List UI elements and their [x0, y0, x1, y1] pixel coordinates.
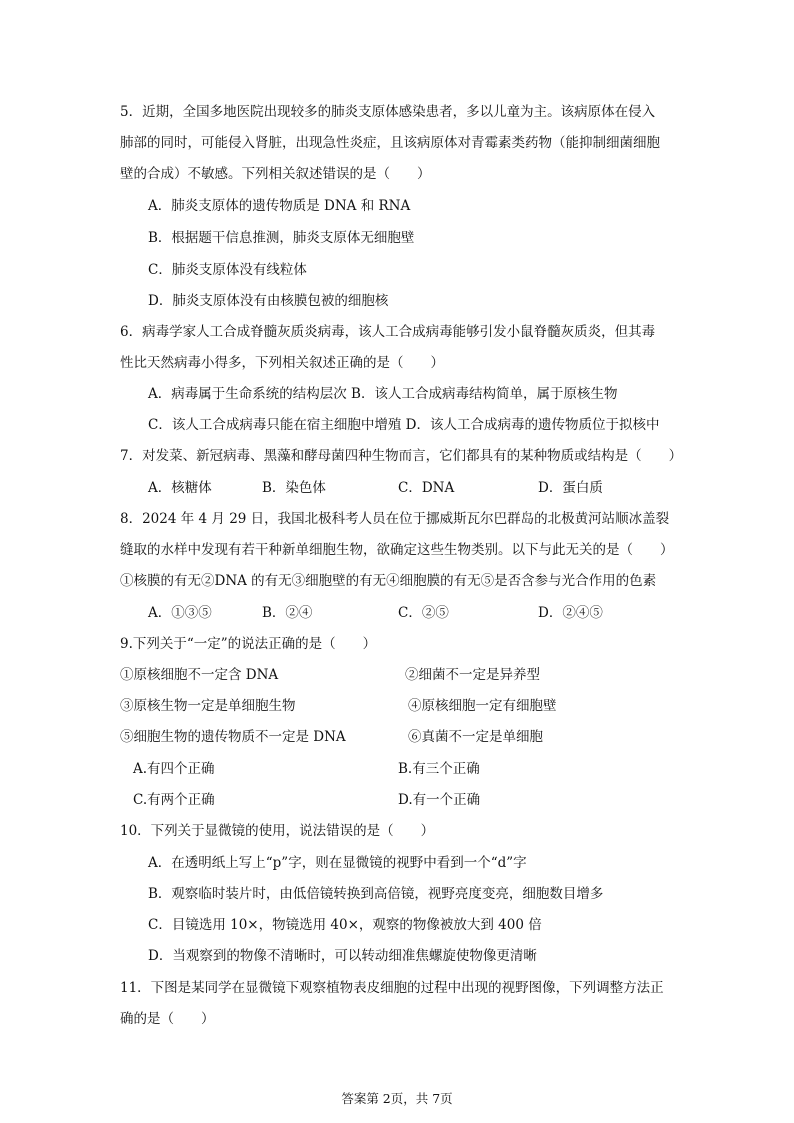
- q5-option-b: B．根据题干信息推测，肺炎支原体无细胞壁: [148, 230, 415, 246]
- q9-option-d: D.有一个正确: [398, 792, 481, 808]
- q8-stem-line-3: ①核膜的有无②DNA 的有无③细胞壁的有无④细胞膜的有无⑤是否含参与光合作用的色素: [120, 573, 657, 589]
- q7-stem: 7．对发菜、新冠病毒、黑藻和酵母菌四种生物而言，它们都具有的某种物质或结构是（ ）: [120, 448, 683, 464]
- q7-option-c: C．DNA: [398, 480, 455, 496]
- q6-option-a-b: A．病毒属于生命系统的结构层次 B．该人工合成病毒结构简单，属于原核生物: [148, 386, 618, 402]
- q5-stem-line-2: 肺部的同时，可能侵入肾脏，出现急性炎症，且该病原体对青霉素类药物（能抑制细菌细胞: [120, 135, 660, 151]
- q9-statement-5: ⑤细胞生物的遗传物质不一定是 DNA: [120, 729, 346, 745]
- q6-option-c-d: C．该人工合成病毒只能在宿主细胞中增殖 D．该人工合成病毒的遗传物质位于拟核中: [148, 417, 660, 433]
- q9-stem: 9.下列关于“一定”的说法正确的是（ ）: [120, 636, 377, 652]
- q9-statement-4: ④原核细胞一定有细胞壁: [408, 698, 557, 714]
- q9-statement-1: ①原核细胞不一定含 DNA: [120, 667, 279, 683]
- q8-option-b: B．②④: [262, 605, 313, 621]
- q9-statement-2: ②细菌不一定是异养型: [405, 667, 540, 683]
- q10-option-d: D．当观察到的物像不清晰时，可以转动细准焦螺旋使物像更清晰: [148, 948, 537, 964]
- q8-option-a: A．①③⑤: [148, 605, 212, 621]
- q10-option-a: A．在透明纸上写上“p”字，则在显微镜的视野中看到一个“d”字: [148, 855, 527, 871]
- page-footer: 答案第 2页，共 7页: [341, 1091, 453, 1106]
- q6-stem-line-1: 6．病毒学家人工合成脊髓灰质炎病毒，该人工合成病毒能够引发小鼠脊髓灰质炎，但其毒: [120, 324, 656, 340]
- q10-stem: 10．下列关于显微镜的使用，说法错误的是（ ）: [120, 823, 435, 839]
- q5-stem-line-1: 5．近期，全国多地医院出现较多的肺炎支原体感染患者，多以儿童为主。该病原体在侵入: [120, 104, 656, 120]
- q9-option-a: A.有四个正确: [133, 761, 215, 777]
- q10-option-c: C．目镜选用 10×，物镜选用 40×，观察的物像被放大到 400 倍: [148, 917, 542, 933]
- q5-option-d: D．肺炎支原体没有由核膜包被的细胞核: [148, 293, 389, 309]
- q9-statement-3: ③原核生物一定是单细胞生物: [120, 698, 296, 714]
- q9-option-b: B.有三个正确: [398, 761, 480, 777]
- q9-option-c: C.有两个正确: [133, 792, 215, 808]
- q5-stem-line-3: 壁的合成）不敏感。下列相关叙述错误的是（ ）: [120, 166, 431, 182]
- q7-option-a: A．核糖体: [148, 480, 212, 496]
- q10-option-b: B．观察临时装片时，由低倍镜转换到高倍镜，视野亮度变亮，细胞数目增多: [148, 886, 604, 902]
- q8-option-c: C．②⑤: [398, 605, 449, 621]
- q7-option-d: D．蛋白质: [538, 480, 603, 496]
- q7-option-b: B．染色体: [262, 480, 326, 496]
- q5-option-a: A．肺炎支原体的遗传物质是 DNA 和 RNA: [148, 198, 411, 214]
- q6-stem-line-2: 性比天然病毒小得多，下列相关叙述正确的是（ ）: [120, 355, 444, 371]
- q5-option-c: C．肺炎支原体没有线粒体: [148, 262, 307, 278]
- q11-stem-line-1: 11．下图是某同学在显微镜下观察植物表皮细胞的过程中出现的视野图像，下列调整方法正: [120, 980, 664, 996]
- q8-option-d: D．②④⑤: [538, 605, 603, 621]
- q11-stem-line-2: 确的是（ ）: [120, 1011, 215, 1027]
- q8-stem-line-1: 8．2024 年 4 月 29 日，我国北极科考人员在位于挪威斯瓦尔巴群岛的北极黄河站顺冰盖裂: [120, 511, 670, 527]
- q8-stem-line-2: 缝取的水样中发现有若干种新单细胞生物，欲确定这些生物类别。以下与此无关的是（ ）: [120, 542, 674, 558]
- q9-statement-6: ⑥真菌不一定是单细胞: [408, 729, 543, 745]
